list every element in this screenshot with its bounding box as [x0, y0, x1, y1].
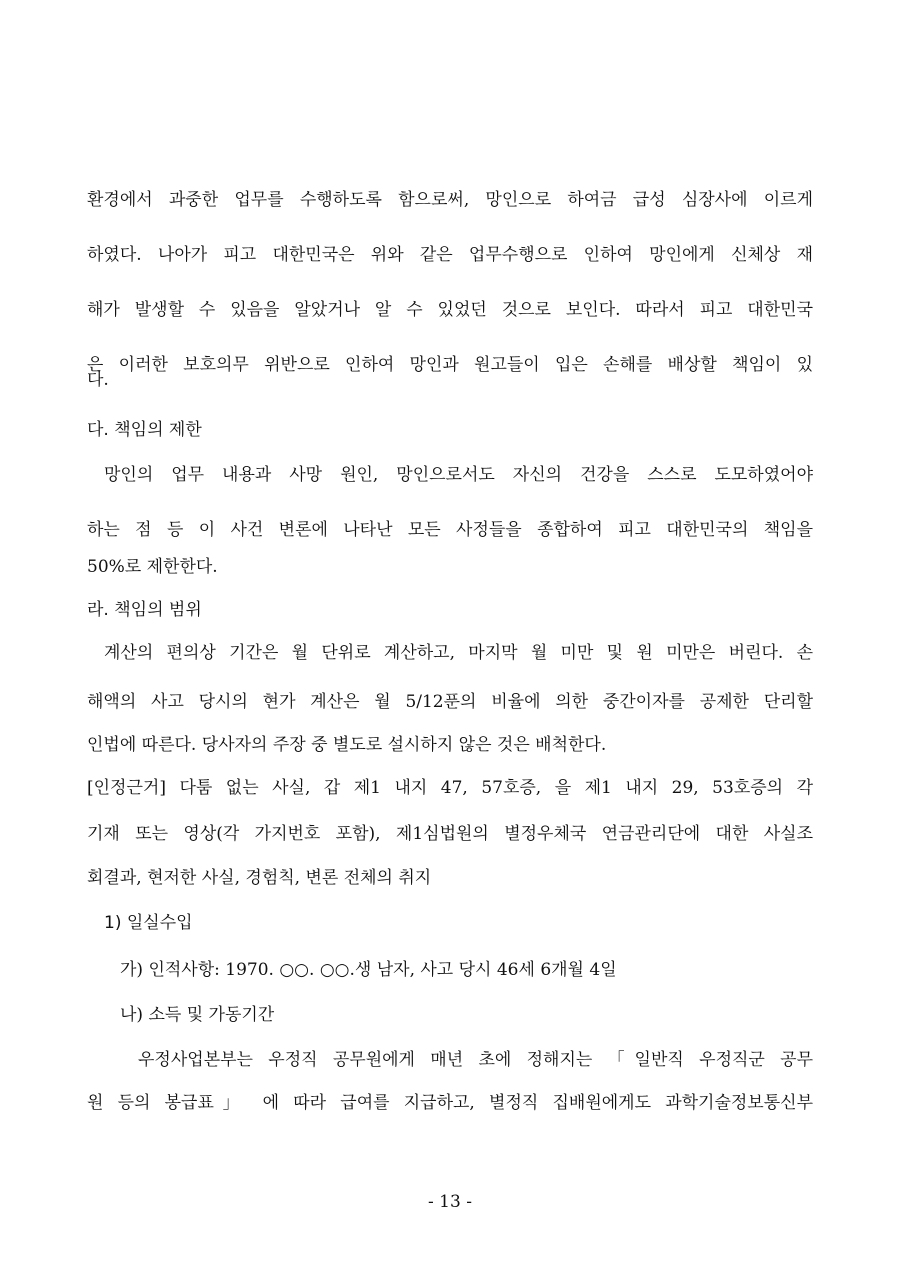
body-text-line: 하였다. 나아가 피고 대한민국은 위와 같은 업무수행으로 인하여 망인에게 신체상 재 [87, 245, 813, 265]
body-text-line: 하는 점 등 이 사건 변론에 나타난 모든 사정들을 종합하여 피고 대한민국의 책임을 [87, 520, 813, 540]
page-number: - 13 - [428, 1192, 472, 1212]
basis-text-line: 회결과, 현저한 사실, 경험칙, 변론 전체의 취지 [87, 868, 432, 888]
body-text-line: 계산의 편의상 기간은 월 단위로 계산하고, 마지막 월 미만 및 원 미만은 버린다. 손 [104, 643, 813, 663]
body-text-line: 은 이러한 보호의무 위반으로 인하여 망인과 원고들이 입은 손해를 배상할 책임이 있 [87, 355, 813, 375]
basis-text-line: [인정근거] 다툼 없는 사실, 갑 제1 내지 47, 57호증, 을 제1 내지 29, 53호증의 각 [87, 778, 813, 798]
subsection-heading: 1) 일실수입 [104, 913, 193, 933]
body-text-line: 해가 발생할 수 있음을 알았거나 알 수 있었던 것으로 보인다. 따라서 피고 대한민국 [87, 300, 813, 320]
body-text-line: 환경에서 과중한 업무를 수행하도록 함으로써, 망인으로 하여금 급성 심장사에 이르게 [87, 190, 813, 210]
body-text-line: 망인의 업무 내용과 사망 원인, 망인으로서도 자신의 건강을 스스로 도모하였어야 [104, 465, 813, 485]
list-item: 가) 인적사항: 1970. ○○. ○○.생 남자, 사고 당시 46세 6개월 4일 [120, 960, 617, 980]
body-text-line: 원 등의 봉급표」 에 따라 급여를 지급하고, 별정직 집배원에게도 과학기술정보통신부 [87, 1093, 813, 1113]
body-text-line: 해액의 사고 당시의 현가 계산은 월 5/12푼의 비율에 의한 중간이자를 공제한 단리할 [87, 692, 813, 712]
body-text-line: 다. [87, 370, 109, 390]
body-text-line: 우정사업본부는 우정직 공무원에게 매년 초에 정해지는 「일반직 우정직군 공무 [138, 1050, 813, 1070]
section-heading: 라. 책임의 범위 [87, 600, 202, 620]
basis-text-line: 기재 또는 영상(각 가지번호 포함), 제1심법원의 별정우체국 연금관리단에 대한 사실조 [87, 824, 813, 844]
list-item: 나) 소득 및 가동기간 [120, 1005, 275, 1025]
body-text-line: 50%로 제한한다. [87, 557, 218, 577]
body-text-line: 인법에 따른다. 당사자의 주장 중 별도로 설시하지 않은 것은 배척한다. [87, 735, 607, 755]
section-heading: 다. 책임의 제한 [87, 420, 202, 440]
